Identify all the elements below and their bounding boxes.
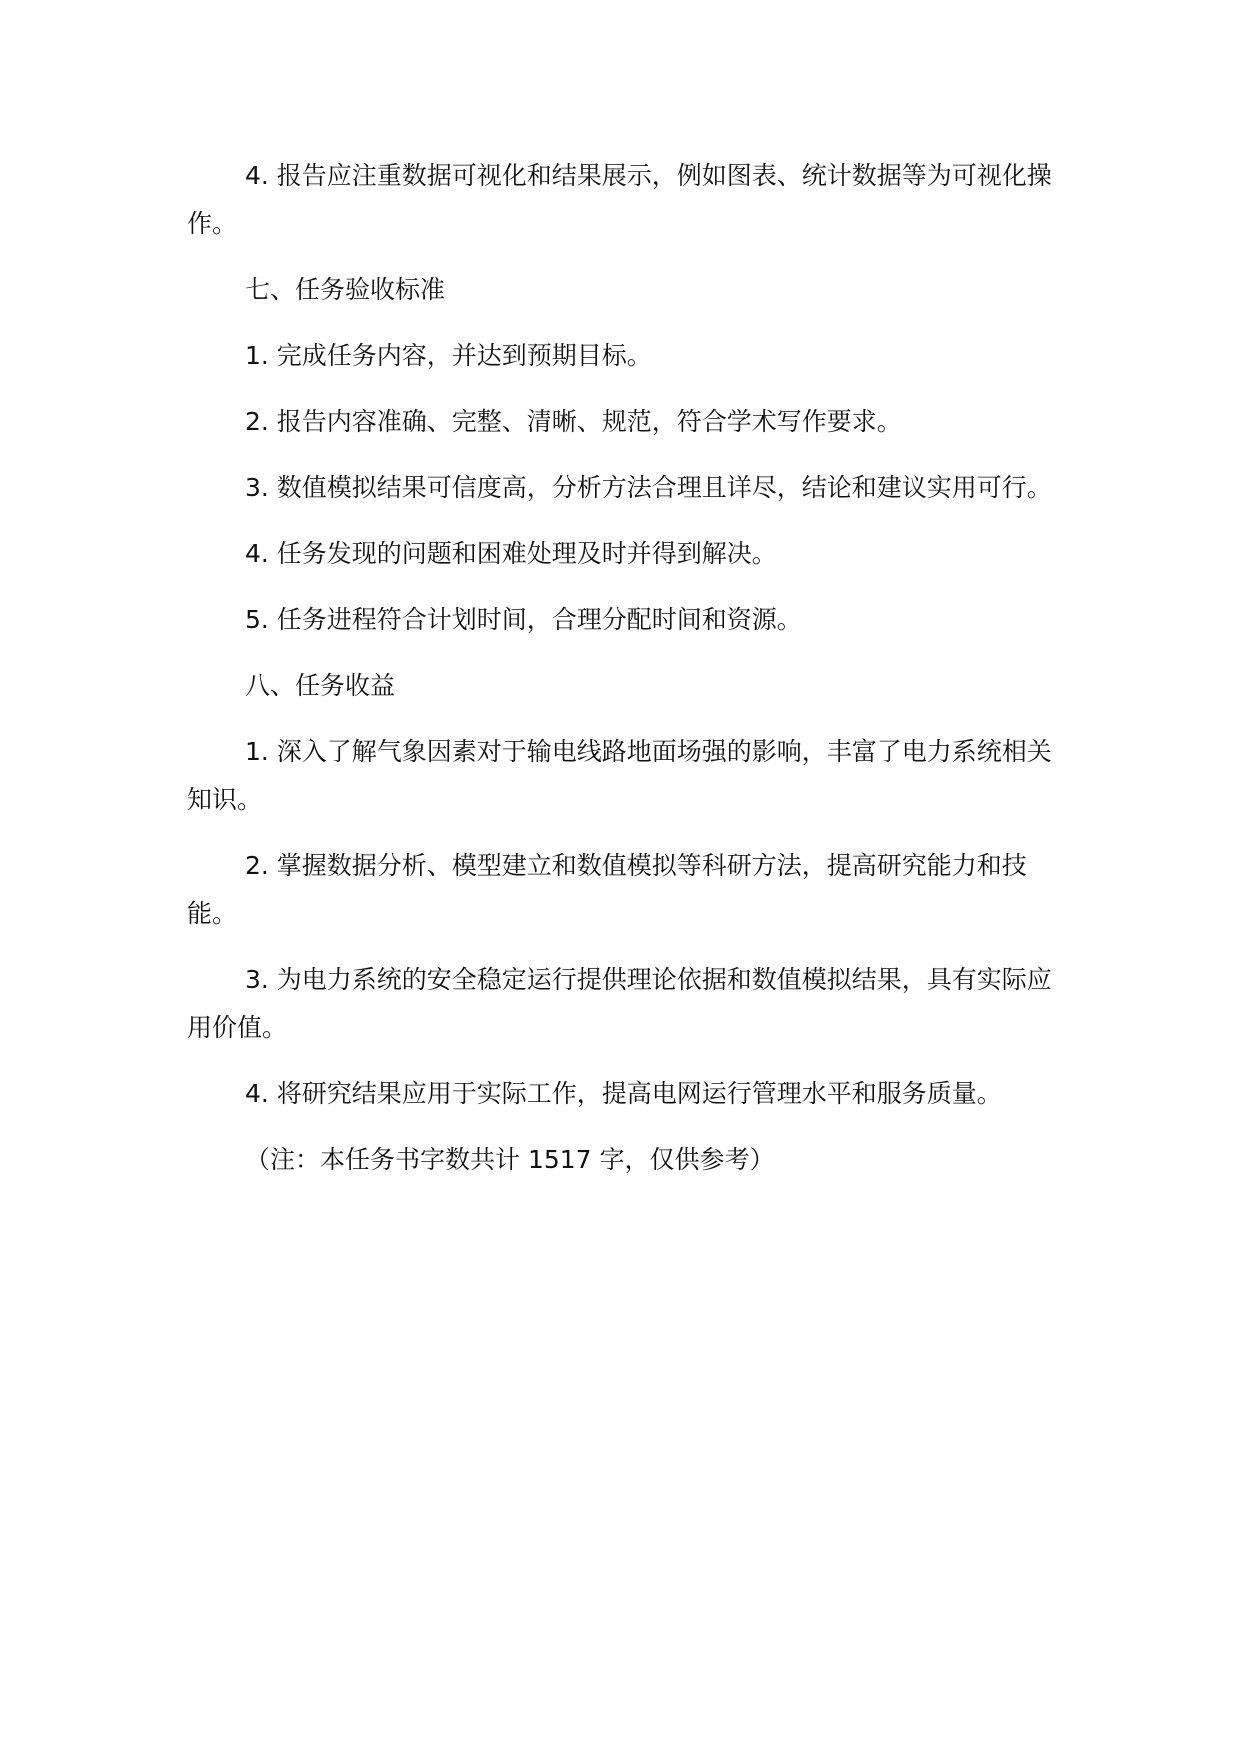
acceptance-criterion-1: 1. 完成任务内容，并达到预期目标。	[245, 341, 652, 370]
document-body	[187, 152, 1057, 1184]
acceptance-criterion-5: 5. 任务进程符合计划时间，合理分配时间和资源。	[245, 605, 802, 634]
acceptance-criterion-2: 2. 报告内容准确、完整、清晰、规范，符合学术写作要求。	[245, 407, 902, 436]
section-heading-task-benefits: 八、任务收益	[245, 671, 396, 700]
acceptance-criterion-3: 3. 数值模拟结果可信度高，分析方法合理且详尽，结论和建议实用可行。	[245, 473, 1052, 502]
task-benefit-4: 4. 将研究结果应用于实际工作，提高电网运行管理水平和服务质量。	[245, 1079, 1002, 1108]
task-benefit-3: 3. 为电力系统的安全稳定运行提供理论依据和数值模拟结果，具有实际应用价值。	[187, 965, 1052, 1042]
acceptance-criterion-4: 4. 任务发现的问题和困难处理及时并得到解决。	[245, 539, 777, 568]
word-count-note: （注：本任务书字数共计 1517 字，仅供参考）	[245, 1145, 775, 1174]
section-heading-acceptance-criteria: 七、任务验收标准	[245, 275, 446, 304]
task-benefit-2: 2. 掌握数据分析、模型建立和数值模拟等科研方法，提高研究能力和技能。	[187, 851, 1027, 928]
task-benefit-1: 1. 深入了解气象因素对于输电线路地面场强的影响，丰富了电力系统相关知识。	[187, 737, 1052, 814]
report-requirement-4: 4. 报告应注重数据可视化和结果展示，例如图表、统计数据等为可视化操作。	[187, 161, 1052, 238]
